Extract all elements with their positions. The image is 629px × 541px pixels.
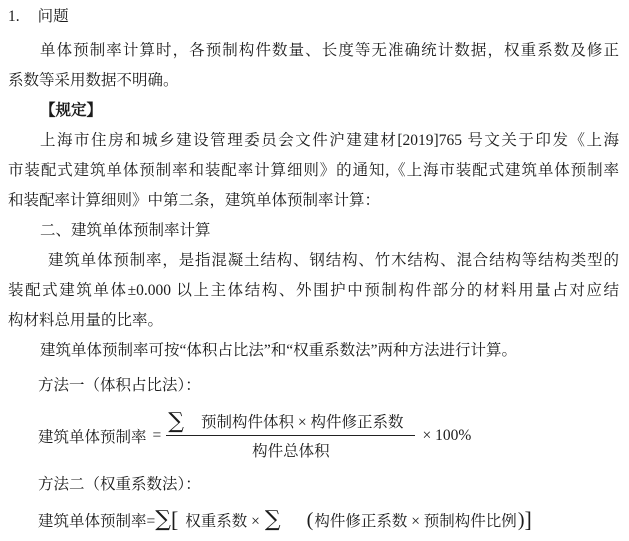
formula-volume-ratio-method — [8, 401, 619, 470]
sigma-symbol: ∑ — [168, 409, 184, 434]
text-line: 建筑单体预制率，是指混凝土结构、钢结构、竹木结构、混合结构等结构类型的 — [48, 252, 619, 269]
text-line: 和装配率计算细则》中第二条，建筑单体预制率计算： — [8, 192, 381, 209]
formula-suffix: × 100% — [422, 426, 472, 444]
sigma-symbol: ∑ — [264, 507, 281, 532]
fraction — [166, 410, 415, 461]
open-paren: ( — [306, 509, 314, 531]
correction-term: 构件修正系数 × 预制构件比例 — [314, 513, 517, 530]
method1-label: 方法一（体积占比法）： — [38, 377, 201, 394]
fraction-denominator: 构件总体积 — [252, 443, 330, 460]
text-line: 单体预制率计算时，各预制构件数量、长度等无准确统计数据，权重系数及修正 — [40, 42, 619, 59]
methods-intro-line: 建筑单体预制率可按“体积占比法”和“权重系数法”两种方法进行计算。 — [40, 342, 518, 359]
weight-term: 权重系数 × — [185, 513, 260, 530]
open-bracket: [ — [170, 507, 179, 532]
formula-lhs: 建筑单体预制率 — [38, 428, 147, 446]
text-line: 上海市住房和城乡建设管理委员会文件沪建建材[2019]765 号文关于印发《上海 — [40, 132, 619, 149]
sigma-symbol: ∑ — [155, 507, 171, 532]
text-line: 装配式建筑单体±0.000 以上主体结构、外围护中预制构件部分的材料用量占对应结 — [8, 282, 619, 299]
heading-number: 1. — [8, 8, 20, 25]
close-paren: ) — [517, 509, 525, 531]
text-line: 市装配式建筑单体预制率和装配率计算细则》的通知,《上海市装配式建筑单体预制率 — [8, 162, 619, 179]
problem-heading — [8, 2, 619, 32]
formula-lhs: 建筑单体预制率= — [38, 513, 156, 530]
method2-label: 方法二（权重系数法）： — [38, 476, 201, 493]
subsection-heading: 二、建筑单体预制率计算 — [40, 222, 211, 239]
fraction-numerator — [166, 410, 415, 436]
text-line: 系数等采用数据不明确。 — [8, 72, 179, 89]
heading-title: 问题 — [37, 8, 69, 25]
regulation-label: 【规定】 — [40, 102, 103, 119]
formula-weight-coefficient-method — [8, 500, 619, 540]
close-bracket: ] — [524, 507, 532, 532]
equals-sign: = — [152, 426, 162, 444]
numerator-text: 预制构件体积 × 构件修正系数 — [200, 414, 404, 431]
text-line: 构材料总用量的比率。 — [8, 312, 164, 329]
